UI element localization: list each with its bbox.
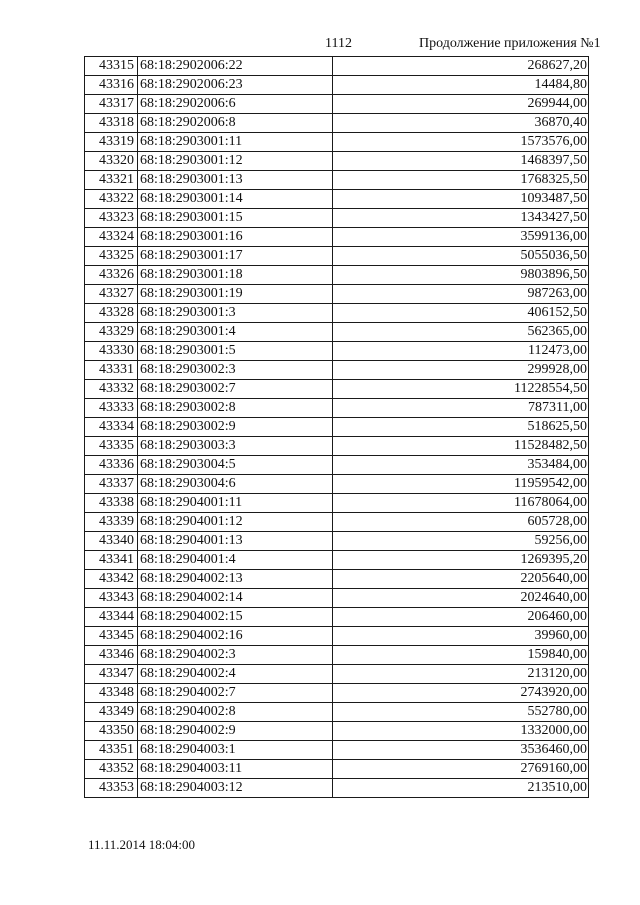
table-row — [85, 76, 589, 95]
cadastral-value-cell: 14484,80 — [333, 76, 589, 95]
cadastral-value-cell: 552780,00 — [333, 703, 589, 722]
table-row — [85, 494, 589, 513]
cadastral-number-cell: 68:18:2904002:9 — [138, 722, 333, 741]
table-row — [85, 190, 589, 209]
table-row — [85, 437, 589, 456]
table-row — [85, 532, 589, 551]
row-number-cell: 43326 — [85, 266, 138, 285]
cadastral-number-cell: 68:18:2902006:6 — [138, 95, 333, 114]
row-number-cell: 43318 — [85, 114, 138, 133]
table-row — [85, 342, 589, 361]
cadastral-number-cell: 68:18:2903001:18 — [138, 266, 333, 285]
cadastral-number-cell: 68:18:2903001:13 — [138, 171, 333, 190]
row-number-cell: 43316 — [85, 76, 138, 95]
cadastral-number-cell: 68:18:2904003:1 — [138, 741, 333, 760]
cadastral-number-cell: 68:18:2904002:3 — [138, 646, 333, 665]
table-row — [85, 684, 589, 703]
cadastral-value-cell: 5055036,50 — [333, 247, 589, 266]
table-row — [85, 171, 589, 190]
table-row — [85, 133, 589, 152]
row-number-cell: 43325 — [85, 247, 138, 266]
row-number-cell: 43338 — [85, 494, 138, 513]
table-row — [85, 228, 589, 247]
cadastral-value-cell: 3599136,00 — [333, 228, 589, 247]
cadastral-number-cell: 68:18:2903002:7 — [138, 380, 333, 399]
table-row — [85, 779, 589, 798]
cadastral-number-cell: 68:18:2903004:5 — [138, 456, 333, 475]
cadastral-number-cell: 68:18:2904003:11 — [138, 760, 333, 779]
table-row — [85, 57, 589, 76]
cadastral-value-cell: 9803896,50 — [333, 266, 589, 285]
table-row — [85, 589, 589, 608]
cadastral-number-cell: 68:18:2903001:16 — [138, 228, 333, 247]
cadastral-number-cell: 68:18:2903001:14 — [138, 190, 333, 209]
table-row — [85, 152, 589, 171]
row-number-cell: 43330 — [85, 342, 138, 361]
cadastral-number-cell: 68:18:2903001:19 — [138, 285, 333, 304]
row-number-cell: 43350 — [85, 722, 138, 741]
table-row — [85, 760, 589, 779]
row-number-cell: 43349 — [85, 703, 138, 722]
cadastral-value-cell: 1343427,50 — [333, 209, 589, 228]
row-number-cell: 43347 — [85, 665, 138, 684]
cadastral-number-cell: 68:18:2904002:16 — [138, 627, 333, 646]
cadastral-number-cell: 68:18:2903001:12 — [138, 152, 333, 171]
table-row — [85, 247, 589, 266]
cadastral-number-cell: 68:18:2903001:11 — [138, 133, 333, 152]
table-row — [85, 399, 589, 418]
cadastral-number-cell: 68:18:2903002:3 — [138, 361, 333, 380]
table-row — [85, 285, 589, 304]
cadastral-value-cell: 268627,20 — [333, 57, 589, 76]
appendix-title: Продолжение приложения №1 — [419, 36, 601, 51]
table-row — [85, 361, 589, 380]
cadastral-value-cell: 299928,00 — [333, 361, 589, 380]
cadastral-value-cell: 1269395,20 — [333, 551, 589, 570]
row-number-cell: 43333 — [85, 399, 138, 418]
cadastral-value-table — [84, 56, 589, 798]
table-row — [85, 722, 589, 741]
cadastral-value-cell: 1468397,50 — [333, 152, 589, 171]
table-row — [85, 380, 589, 399]
table-row — [85, 456, 589, 475]
cadastral-value-cell: 2743920,00 — [333, 684, 589, 703]
cadastral-value-cell: 11678064,00 — [333, 494, 589, 513]
cadastral-number-cell: 68:18:2903002:9 — [138, 418, 333, 437]
row-number-cell: 43335 — [85, 437, 138, 456]
footer-timestamp: 11.11.2014 18:04:00 — [88, 837, 196, 852]
cadastral-number-cell: 68:18:2902006:23 — [138, 76, 333, 95]
cadastral-number-cell: 68:18:2904002:13 — [138, 570, 333, 589]
cadastral-number-cell: 68:18:2904002:4 — [138, 665, 333, 684]
row-number-cell: 43331 — [85, 361, 138, 380]
cadastral-number-cell: 68:18:2904002:8 — [138, 703, 333, 722]
row-number-cell: 43321 — [85, 171, 138, 190]
table-row — [85, 741, 589, 760]
cadastral-value-cell: 39960,00 — [333, 627, 589, 646]
page-number: 1112 — [325, 36, 352, 51]
row-number-cell: 43323 — [85, 209, 138, 228]
row-number-cell: 43353 — [85, 779, 138, 798]
row-number-cell: 43348 — [85, 684, 138, 703]
table-row — [85, 570, 589, 589]
cadastral-number-cell: 68:18:2903001:5 — [138, 342, 333, 361]
row-number-cell: 43327 — [85, 285, 138, 304]
row-number-cell: 43336 — [85, 456, 138, 475]
cadastral-value-cell: 353484,00 — [333, 456, 589, 475]
row-number-cell: 43352 — [85, 760, 138, 779]
cadastral-value-cell: 159840,00 — [333, 646, 589, 665]
table-row — [85, 646, 589, 665]
row-number-cell: 43340 — [85, 532, 138, 551]
table-row — [85, 209, 589, 228]
cadastral-number-cell: 68:18:2904001:12 — [138, 513, 333, 532]
cadastral-value-cell: 406152,50 — [333, 304, 589, 323]
cadastral-value-cell: 206460,00 — [333, 608, 589, 627]
cadastral-value-cell: 518625,50 — [333, 418, 589, 437]
cadastral-value-cell: 36870,40 — [333, 114, 589, 133]
cadastral-number-cell: 68:18:2904002:14 — [138, 589, 333, 608]
cadastral-value-cell: 112473,00 — [333, 342, 589, 361]
cadastral-value-cell: 787311,00 — [333, 399, 589, 418]
cadastral-number-cell: 68:18:2904001:11 — [138, 494, 333, 513]
row-number-cell: 43339 — [85, 513, 138, 532]
cadastral-value-cell: 11528482,50 — [333, 437, 589, 456]
table-row — [85, 418, 589, 437]
cadastral-number-cell: 68:18:2902006:22 — [138, 57, 333, 76]
cadastral-value-cell: 213120,00 — [333, 665, 589, 684]
row-number-cell: 43351 — [85, 741, 138, 760]
cadastral-number-cell: 68:18:2903003:3 — [138, 437, 333, 456]
row-number-cell: 43320 — [85, 152, 138, 171]
table-body — [85, 57, 589, 798]
cadastral-value-cell: 562365,00 — [333, 323, 589, 342]
cadastral-value-cell: 2769160,00 — [333, 760, 589, 779]
row-number-cell: 43344 — [85, 608, 138, 627]
cadastral-value-cell: 11228554,50 — [333, 380, 589, 399]
table-row — [85, 627, 589, 646]
cadastral-value-cell: 213510,00 — [333, 779, 589, 798]
row-number-cell: 43343 — [85, 589, 138, 608]
row-number-cell: 43322 — [85, 190, 138, 209]
row-number-cell: 43346 — [85, 646, 138, 665]
cadastral-value-cell: 269944,00 — [333, 95, 589, 114]
table-row — [85, 475, 589, 494]
table-row — [85, 608, 589, 627]
cadastral-number-cell: 68:18:2904002:15 — [138, 608, 333, 627]
cadastral-value-cell: 1573576,00 — [333, 133, 589, 152]
table-row — [85, 323, 589, 342]
cadastral-value-cell: 605728,00 — [333, 513, 589, 532]
cadastral-number-cell: 68:18:2903001:17 — [138, 247, 333, 266]
table-row — [85, 703, 589, 722]
row-number-cell: 43337 — [85, 475, 138, 494]
row-number-cell: 43324 — [85, 228, 138, 247]
row-number-cell: 43334 — [85, 418, 138, 437]
cadastral-number-cell: 68:18:2902006:8 — [138, 114, 333, 133]
row-number-cell: 43317 — [85, 95, 138, 114]
cadastral-number-cell: 68:18:2903001:15 — [138, 209, 333, 228]
cadastral-number-cell: 68:18:2904001:4 — [138, 551, 333, 570]
cadastral-number-cell: 68:18:2903001:4 — [138, 323, 333, 342]
cadastral-value-cell: 2205640,00 — [333, 570, 589, 589]
table-row — [85, 513, 589, 532]
cadastral-value-cell: 1768325,50 — [333, 171, 589, 190]
row-number-cell: 43328 — [85, 304, 138, 323]
row-number-cell: 43342 — [85, 570, 138, 589]
row-number-cell: 43329 — [85, 323, 138, 342]
cadastral-value-cell: 3536460,00 — [333, 741, 589, 760]
cadastral-value-cell: 1093487,50 — [333, 190, 589, 209]
cadastral-number-cell: 68:18:2903002:8 — [138, 399, 333, 418]
row-number-cell: 43332 — [85, 380, 138, 399]
row-number-cell: 43341 — [85, 551, 138, 570]
cadastral-number-cell: 68:18:2904003:12 — [138, 779, 333, 798]
table-row — [85, 551, 589, 570]
cadastral-number-cell: 68:18:2904002:7 — [138, 684, 333, 703]
cadastral-number-cell: 68:18:2904001:13 — [138, 532, 333, 551]
row-number-cell: 43345 — [85, 627, 138, 646]
table-row — [85, 665, 589, 684]
cadastral-number-cell: 68:18:2903001:3 — [138, 304, 333, 323]
table-row — [85, 266, 589, 285]
table-row — [85, 304, 589, 323]
cadastral-value-cell: 1332000,00 — [333, 722, 589, 741]
cadastral-value-cell: 11959542,00 — [333, 475, 589, 494]
row-number-cell: 43315 — [85, 57, 138, 76]
cadastral-value-cell: 59256,00 — [333, 532, 589, 551]
cadastral-value-cell: 987263,00 — [333, 285, 589, 304]
cadastral-number-cell: 68:18:2903004:6 — [138, 475, 333, 494]
table-row — [85, 95, 589, 114]
cadastral-value-cell: 2024640,00 — [333, 589, 589, 608]
row-number-cell: 43319 — [85, 133, 138, 152]
table-row — [85, 114, 589, 133]
